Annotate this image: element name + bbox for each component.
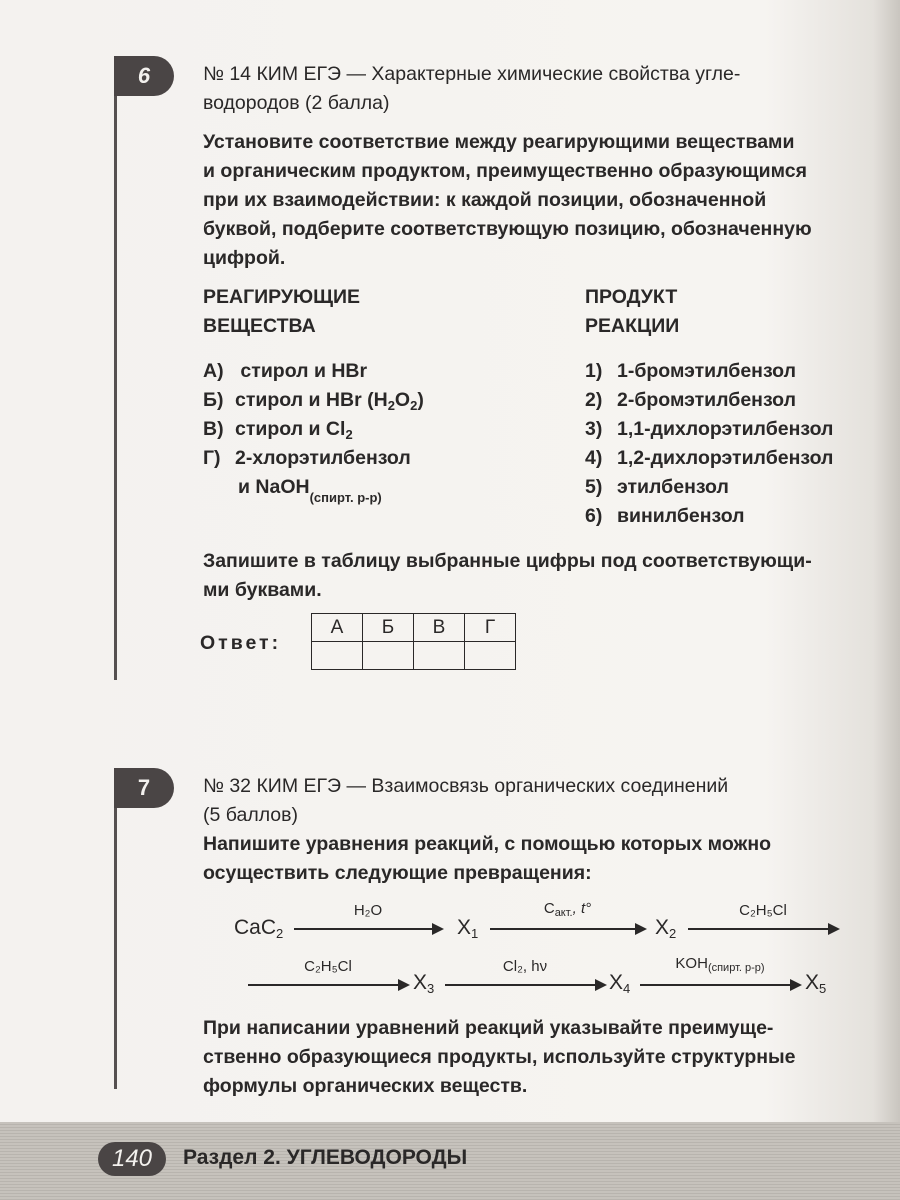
product-1: 1) 1-бромэтилбензол bbox=[585, 360, 796, 382]
answer-col-g: Г bbox=[465, 614, 516, 642]
chain-x2: $X_2$ bbox=[655, 916, 677, 941]
arrow-3 bbox=[688, 928, 838, 930]
table-instruction: Запишите в таблицу выбранные цифры под соответствующи- ми буквами. bbox=[203, 550, 812, 601]
answer-input-row bbox=[312, 642, 516, 670]
task7-margin-line bbox=[114, 774, 117, 1089]
reagents-header: РЕАГИРУЮЩИЕ ВЕЩЕСТВА bbox=[203, 286, 361, 337]
chain-cac2: CaC$_2$ bbox=[234, 916, 284, 941]
answer-table bbox=[311, 613, 516, 670]
answer-cell-v[interactable] bbox=[414, 642, 465, 670]
task6-title: № 14 КИМ ЕГЭ — Характерные химические свойства угле- водородов (2 балла) bbox=[203, 63, 741, 114]
section-title: Раздел 2. УГЛЕВОДОРОДЫ bbox=[183, 1146, 468, 1169]
arrow-2 bbox=[490, 928, 645, 930]
reagent-a: А) стирол и HBr bbox=[203, 360, 368, 382]
answer-label: Ответ: bbox=[200, 632, 282, 654]
reagent-g: Г) 2-хлорэтилбензол bbox=[203, 447, 411, 469]
task6-margin-line bbox=[114, 60, 117, 680]
answer-col-b: Б bbox=[363, 614, 414, 642]
arrow-6 bbox=[640, 984, 800, 986]
arrow-4 bbox=[248, 984, 408, 986]
chain-x1: $X_1$ bbox=[457, 916, 479, 941]
reagent-b: Б) стирол и HBr $(H_2O_2)$ bbox=[203, 389, 424, 413]
product-2: 2) 2-бромэтилбензол bbox=[585, 389, 796, 411]
answer-cell-b[interactable] bbox=[363, 642, 414, 670]
chain-x4: $X_4$ bbox=[609, 971, 631, 996]
cond-c2h5cl-1: C₂H₅Cl bbox=[739, 902, 787, 919]
answer-cell-g[interactable] bbox=[465, 642, 516, 670]
product-3: 3) 1,1-дихлорэтилбензол bbox=[585, 418, 834, 440]
task6-instruction: Установите соответствие между реагирующими веществами и органическим продуктом, преимущественно образующимся при их взаимодействии: к каждой позиции, обозначенной буквой, подберите соответствующую позицию, обозначенную цифрой. bbox=[203, 131, 812, 269]
product-4: 4) 1,2-дихлорэтилбензол bbox=[585, 447, 834, 469]
product-5: 5) этилбензол bbox=[585, 476, 729, 498]
cond-koh: $KOH_{(спирт. р-р)}$ bbox=[675, 955, 765, 974]
answer-col-a: А bbox=[312, 614, 363, 642]
arrow-5 bbox=[445, 984, 605, 986]
reagent-v: В) стирол и $Cl_2$ bbox=[203, 418, 353, 442]
task6-badge: 6 bbox=[114, 56, 174, 96]
answer-col-v: В bbox=[414, 614, 465, 642]
chain-x5: $X_5$ bbox=[805, 971, 827, 996]
task7-instruction: Напишите уравнения реакций, с помощью которых можно осуществить следующие превращения: bbox=[203, 833, 772, 884]
arrow-1 bbox=[294, 928, 442, 930]
products-header: ПРОДУКТ РЕАКЦИИ bbox=[585, 286, 680, 337]
cond-h2o: H₂O bbox=[353, 902, 383, 919]
page-number: 140 bbox=[98, 1142, 166, 1176]
task7-note: При написании уравнений реакций указывайте преимуще- ственно образующиеся продукты, используйте структурные формулы органических веществ. bbox=[203, 1017, 796, 1097]
reagent-g-line2: и NaOH$_{(спирт. р-р)}$ bbox=[238, 476, 382, 505]
chain-x3: $X_3$ bbox=[413, 971, 435, 996]
answer-header-row bbox=[312, 614, 516, 642]
answer-cell-a[interactable] bbox=[312, 642, 363, 670]
cond-c-akt: $C_{акт.}$, t° bbox=[543, 900, 592, 919]
task7-title: № 32 КИМ ЕГЭ — Взаимосвязь органических соединений (5 баллов) bbox=[203, 775, 729, 826]
cond-c2h5cl-2: C₂H₅Cl bbox=[304, 958, 352, 975]
product-6: 6) винилбензол bbox=[585, 505, 745, 527]
cond-cl2-hv: Cl₂, hν bbox=[502, 958, 548, 975]
task7-badge: 7 bbox=[114, 768, 174, 808]
